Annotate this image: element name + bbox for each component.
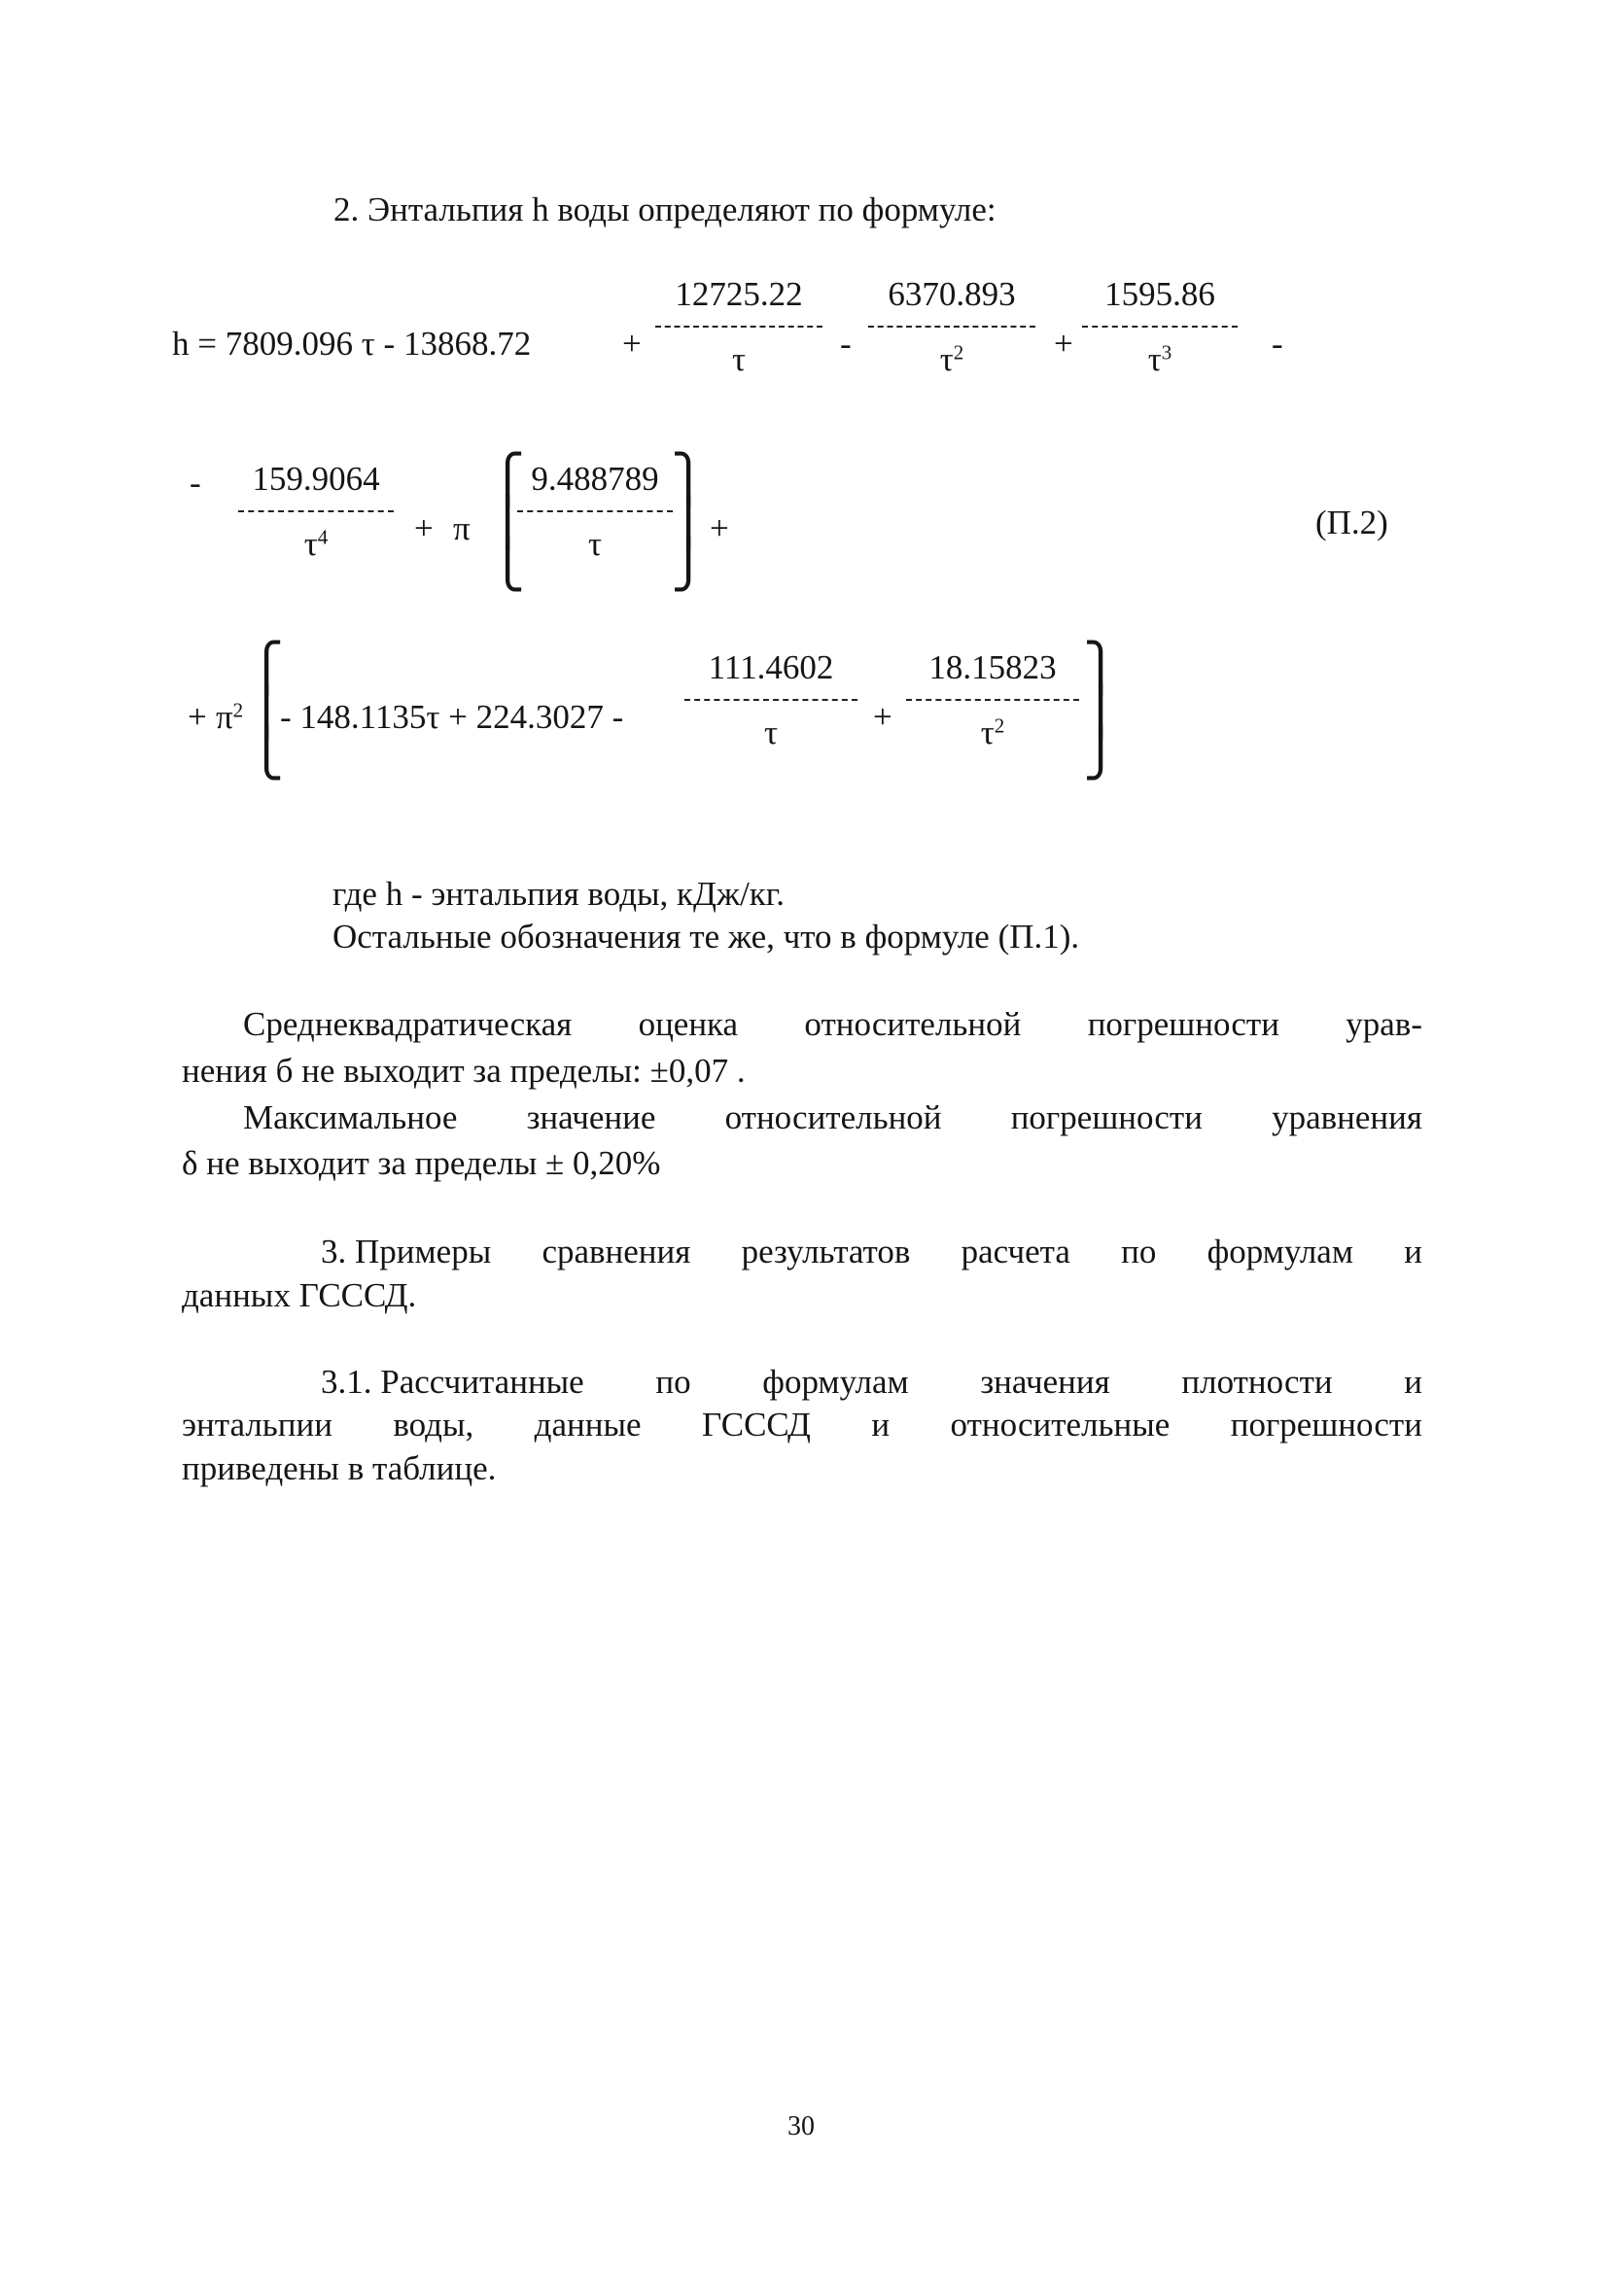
paragraph-line: 3. Примеры сравнения результатов расчета по формулам и bbox=[321, 1233, 1422, 1270]
plus-sign: + bbox=[414, 509, 434, 547]
fraction-numerator: 111.4602 bbox=[708, 648, 834, 686]
plus-sign: + bbox=[188, 698, 207, 736]
fraction-numerator: 1595.86 bbox=[1104, 275, 1215, 313]
formula-label: (П.2) bbox=[1315, 504, 1388, 541]
fraction-bar bbox=[517, 510, 673, 512]
paragraph-line: данных ГСССД. bbox=[182, 1276, 417, 1314]
fraction-numerator: 159.9064 bbox=[252, 460, 380, 498]
pi-symbol: $\pi^2$ bbox=[216, 698, 244, 736]
fraction-denominator: τ bbox=[587, 524, 603, 563]
paragraph-line: 3.1. Рассчитанные по формулам значения плотности и bbox=[321, 1363, 1422, 1401]
fraction-bar bbox=[238, 510, 394, 512]
fraction-pi-term bbox=[517, 461, 673, 563]
formula-heading: 2. Энтальпия h воды определяют по формуле: bbox=[333, 191, 996, 228]
left-brace-icon: ⎩ bbox=[490, 539, 525, 591]
fraction-numerator: 9.488789 bbox=[531, 460, 659, 498]
where-line: Остальные обозначения те же, что в формуле (П.1). bbox=[332, 918, 1080, 956]
right-brace-icon: ⎪ bbox=[1083, 686, 1118, 738]
plus-sign: + bbox=[873, 698, 892, 736]
paragraph-line: δ не выходит за пределы ± 0,20% bbox=[182, 1144, 661, 1182]
formula-lead: h = 7809.096 τ - 13868.72 bbox=[172, 325, 532, 363]
left-brace-icon: ⎪ bbox=[249, 686, 284, 738]
minus-sign: - bbox=[840, 325, 852, 363]
minus-sign: - bbox=[190, 464, 201, 502]
fraction-term6 bbox=[906, 649, 1079, 751]
fraction-term3 bbox=[1082, 276, 1238, 378]
paragraph-line: нения б не выходит за пределы: ±0,07 . bbox=[182, 1052, 746, 1090]
right-brace-icon: ⎪ bbox=[671, 498, 706, 549]
pi-symbol: π bbox=[453, 509, 471, 547]
plus-sign: + bbox=[622, 325, 642, 363]
minus-sign: - bbox=[1272, 325, 1283, 363]
fraction-denominator: $\tau^2$ bbox=[939, 339, 964, 378]
fraction-bar bbox=[1082, 326, 1238, 328]
fraction-term2 bbox=[868, 276, 1035, 378]
fraction-term5 bbox=[684, 649, 857, 751]
fraction-denominator: $\tau^2$ bbox=[980, 713, 1005, 751]
fraction-numerator: 12725.22 bbox=[675, 275, 803, 313]
fraction-bar bbox=[684, 699, 857, 701]
right-brace-icon: ⎭ bbox=[671, 539, 706, 591]
left-brace-icon: ⎪ bbox=[490, 498, 525, 549]
fraction-numerator: 6370.893 bbox=[888, 275, 1016, 313]
right-brace-icon: ⎫ bbox=[671, 454, 706, 505]
left-brace-icon: ⎧ bbox=[249, 643, 284, 694]
page-number: 30 bbox=[787, 2111, 815, 2141]
plus-sign: + bbox=[710, 509, 729, 547]
fraction-bar bbox=[868, 326, 1035, 328]
bracket-linear-terms: - 148.1135τ + 224.3027 - bbox=[280, 698, 624, 736]
paragraph-line: энтальпии воды, данные ГСССД и относительные погрешности bbox=[182, 1406, 1422, 1444]
plus-sign: + bbox=[1054, 325, 1073, 363]
left-brace-icon: ⎧ bbox=[490, 454, 525, 505]
fraction-denominator: τ bbox=[763, 713, 779, 751]
right-brace-icon: ⎭ bbox=[1083, 728, 1118, 780]
fraction-term1 bbox=[655, 276, 822, 378]
fraction-numerator: 18.15823 bbox=[928, 648, 1057, 686]
where-line: где h - энтальпия воды, кДж/кг. bbox=[332, 875, 785, 913]
paragraph-line: Максимальное значение относительной погрешности уравнения bbox=[243, 1098, 1422, 1136]
paragraph-line: приведены в таблице. bbox=[182, 1449, 497, 1487]
fraction-denominator: $\tau^4$ bbox=[303, 524, 329, 563]
paragraph-line: Среднеквадратическая оценка относительной погрешности урав- bbox=[243, 1005, 1422, 1043]
fraction-denominator: τ bbox=[731, 339, 747, 378]
fraction-bar bbox=[655, 326, 822, 328]
right-brace-icon: ⎫ bbox=[1083, 643, 1118, 694]
left-brace-icon: ⎩ bbox=[249, 728, 284, 780]
fraction-term4 bbox=[238, 461, 394, 563]
fraction-bar bbox=[906, 699, 1079, 701]
fraction-denominator: $\tau^3$ bbox=[1147, 339, 1172, 378]
